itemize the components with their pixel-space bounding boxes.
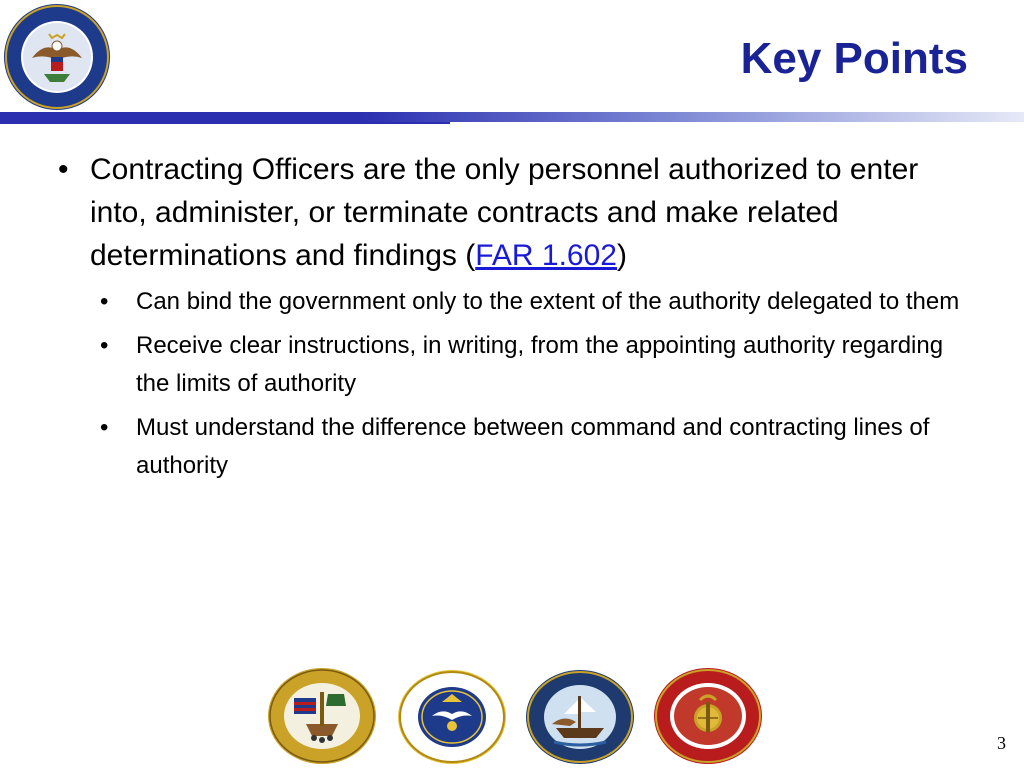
far-1602-link[interactable]: FAR 1.602 bbox=[475, 239, 617, 272]
dod-seal-icon bbox=[2, 2, 112, 112]
air-force-seal-icon bbox=[396, 668, 508, 766]
bullet-dot: • bbox=[100, 288, 109, 315]
page-number: 3 bbox=[997, 733, 1006, 753]
main-bullet bbox=[48, 148, 978, 277]
army-seal-icon bbox=[266, 666, 378, 766]
sub-bullet bbox=[92, 327, 978, 403]
bullet-dot: • bbox=[100, 332, 109, 359]
sub-bullet-text: Receive clear instructions, in writing, from the appointing authority regarding the limits of authority bbox=[136, 332, 944, 397]
sub-bullet-text: Can bind the government only to the extent of the authority delegated to them bbox=[136, 288, 960, 315]
page-title: Key Points bbox=[740, 34, 968, 83]
main-bullet-text-end: ) bbox=[617, 239, 627, 272]
navy-seal-icon bbox=[524, 668, 636, 766]
sub-bullet bbox=[92, 283, 978, 321]
sub-bullet-text: Must understand the difference between command and contracting lines of authority bbox=[136, 414, 930, 479]
bullet-dot: • bbox=[58, 153, 69, 186]
title-divider bbox=[0, 112, 1024, 122]
bullet-list bbox=[48, 148, 978, 491]
marine-corps-seal-icon bbox=[652, 666, 764, 766]
title-divider-thin bbox=[0, 122, 450, 124]
sub-bullet bbox=[92, 409, 978, 485]
main-bullet-text: Contracting Officers are the only personnel authorized to enter into, administer, or terminate contracts and make related determinations and findings ( bbox=[90, 153, 919, 272]
bullet-dot: • bbox=[100, 414, 109, 441]
